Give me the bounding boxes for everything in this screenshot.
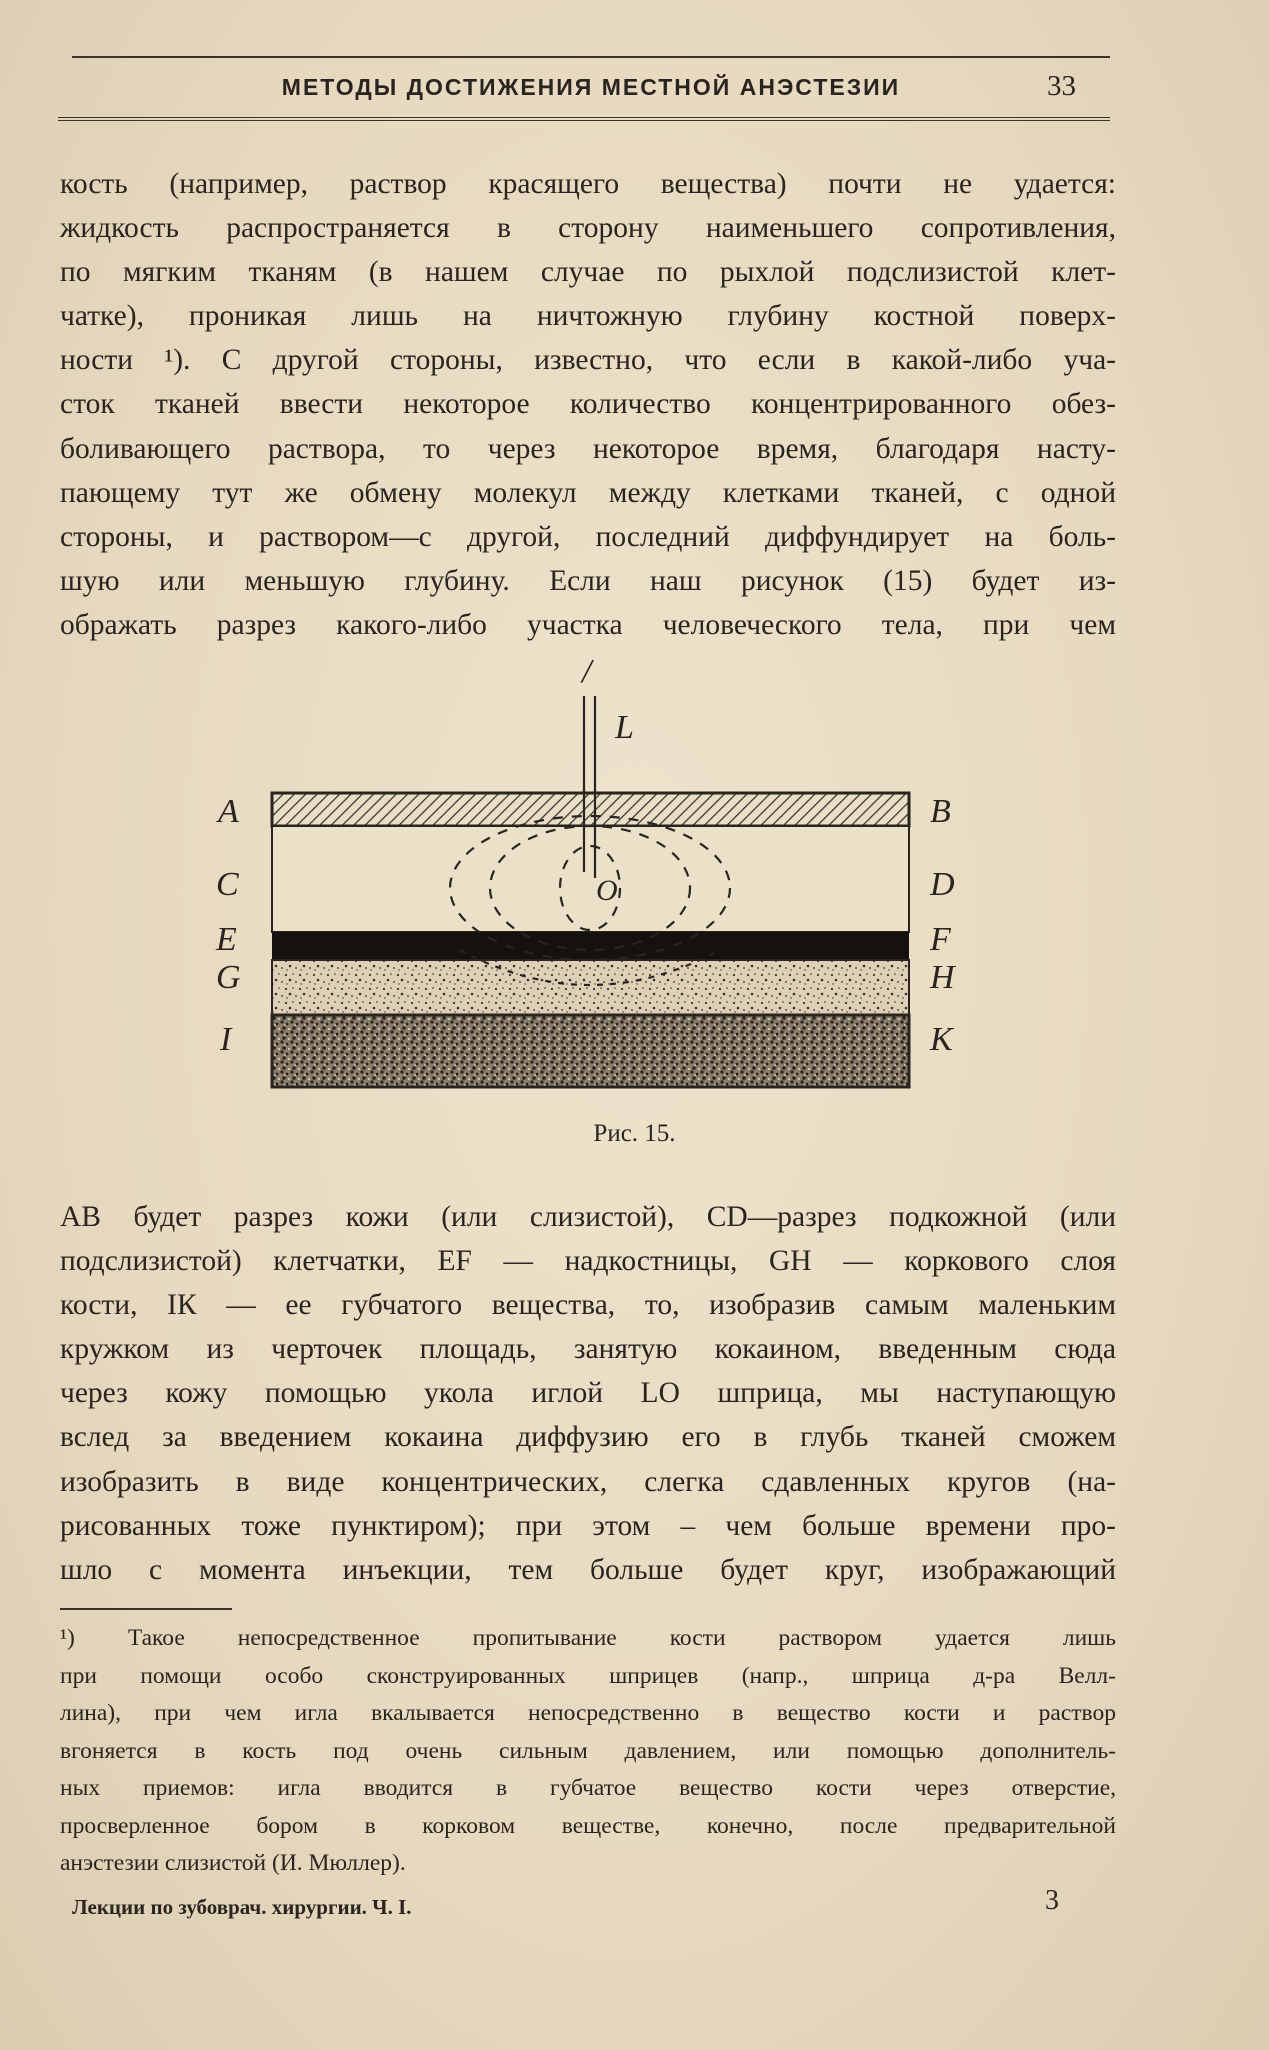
text-line: вслед за введением кокаина диффузию его в глубь тканей сможем (60, 1421, 1116, 1454)
layer-periosteum-ef (272, 932, 909, 960)
text-line: подслизистой) клетчатки, EF — надкостницы, GH — коркового слоя (60, 1245, 1116, 1278)
text-line: стороны, и раствором—с другой, последний диффундирует на боль- (60, 520, 1116, 553)
running-header (72, 66, 1110, 110)
layer-skin-ab (272, 793, 909, 826)
text-line: AB будет разрез кожи (или слизистой), CD—разрез подкожной (или (60, 1201, 1116, 1233)
text-line: кости, IК — ее губчатого вещества, то, изобразив самым маленьким (60, 1289, 1116, 1322)
footnote-line: ¹) Такое непосредственное пропитывание кости раствором удается лишь (60, 1625, 1116, 1651)
label-c: C (216, 866, 239, 903)
text-line: сток тканей ввести некоторое количество концентрированного обез- (60, 388, 1116, 421)
text-line: чатке), проникая лишь на ничтожную глубину костной поверх- (60, 300, 1116, 333)
footnote-line: лина), при чем игла вкалывается непосредственно в вещество кости и раствор (60, 1700, 1116, 1726)
tissue-cross-section-diagram (200, 650, 1000, 1120)
label-e: E (216, 921, 237, 958)
header-bottom-rule (58, 117, 1110, 123)
text-line: боливающего раствора, то через некоторое время, благодаря насту- (60, 432, 1116, 465)
footnote-rule (60, 1608, 232, 1610)
label-f: F (930, 921, 951, 958)
label-top: / (582, 653, 592, 690)
label-l: L (615, 709, 634, 746)
footnote-line: вгоняется в кость под очень сильным давлением, или помощью дополнитель- (60, 1737, 1116, 1764)
layer-subcutaneous-cd (272, 826, 909, 932)
figure-caption: Рис. 15. (593, 1120, 676, 1147)
layer-cortical-gh (272, 960, 909, 1015)
paragraph-2 (60, 1195, 1116, 1592)
label-g: G (216, 959, 241, 996)
text-line: кружком из черточек площадь, занятую кокаином, введенным сюда (60, 1333, 1116, 1366)
text-line: жидкость распространяется в сторону наименьшего сопротивления, (60, 212, 1116, 245)
text-line: шло с момента инъекции, тем больше будет круг, изображающий (60, 1553, 1116, 1586)
signature-mark: Лекции по зубоврач. хирургии. Ч. I. (72, 1895, 412, 1919)
header-top-rule (72, 56, 1110, 58)
text-line: рисованных тоже пунктиром); при этом – чем больше времени про- (60, 1509, 1116, 1542)
text-line: кость (например, раствор красящего вещества) почти не удается: (60, 168, 1116, 200)
footnote-line: анэстезии слизистой (И. Мюллер). (60, 1850, 406, 1876)
label-b: B (930, 793, 951, 830)
text-line: ображать разрез какого-либо участка человеческого тела, при чем (60, 608, 1116, 641)
figure-15-diagram (200, 650, 1000, 1120)
label-i: I (220, 1021, 232, 1058)
footnote (60, 1620, 1116, 1883)
label-h: H (930, 959, 955, 996)
footnote-line: при помощи особо сконструированных шприцев (напр., шприца д-ра Велл- (60, 1662, 1116, 1689)
running-header-title: МЕТОДЫ ДОСТИЖЕНИЯ МЕСТНОЙ АНЭСТЕЗИИ (281, 74, 901, 100)
text-line: шую или меньшую глубину. Если наш рисунок (15) будет из- (60, 564, 1116, 597)
page-number: 33 (1047, 70, 1076, 102)
footnote-line: ных приемов: игла вводится в губчатое вещество кости через отверстие, (60, 1775, 1116, 1801)
text-line: пающему тут же обмену молекул между клетками тканей, с одной (60, 476, 1116, 509)
text-line: изобразить в виде концентрических, слегка сдавленных кругов (на- (60, 1465, 1116, 1498)
label-a: A (218, 793, 239, 830)
label-o: O (596, 874, 618, 907)
text-line: через кожу помощью укола иглой LO шприца, мы наступающую (60, 1377, 1116, 1410)
paragraph-1 (60, 162, 1116, 647)
label-k: К (930, 1021, 953, 1058)
text-line: ности ¹). С другой стороны, известно, что если в какой-либо уча- (60, 344, 1116, 377)
text-line: по мягким тканям (в нашем случае по рыхлой подслизистой клет- (60, 256, 1116, 289)
signature-number: 3 (1045, 1885, 1059, 1916)
layer-spongy-ik (272, 1015, 909, 1087)
label-d: D (930, 866, 955, 903)
footnote-line: просверленное бором в корковом веществе, конечно, после предварительной (60, 1812, 1116, 1839)
